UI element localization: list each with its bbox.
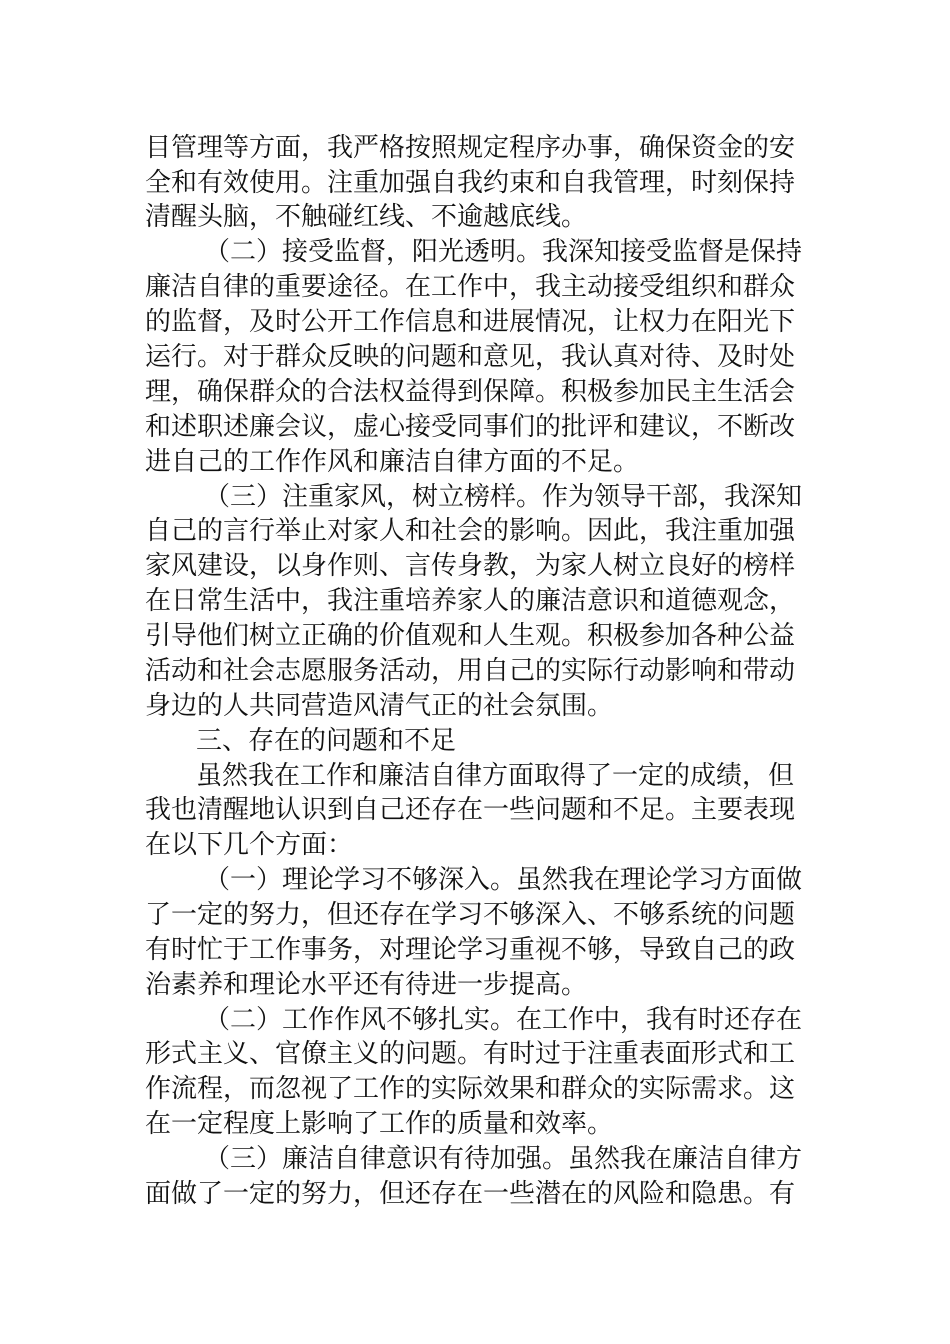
subsection-heading-line: （二）工作作风不够扎实。在工作中，我有时还存在 xyxy=(204,1005,803,1035)
text-line: 作流程，而忽视了工作的实际效果和群众的实际需求。这 xyxy=(145,1074,796,1104)
text-line: 了一定的努力，但还存在学习不够深入、不够系统的问题 xyxy=(145,900,796,930)
text-line: 治素养和理论水平还有待进一步提高。 xyxy=(145,970,588,1000)
text-line: 面做了一定的努力，但还存在一些潜在的风险和隐患。有 xyxy=(145,1179,796,1209)
text-line: 家风建设，以身作则、言传身教，为家人树立良好的榜样 xyxy=(145,551,796,581)
text-line: 廉洁自律的重要途径。在工作中，我主动接受组织和群众 xyxy=(145,272,796,302)
paragraph-first-line: 虽然我在工作和廉洁自律方面取得了一定的成绩，但 xyxy=(196,761,795,791)
text-line: 身边的人共同营造风清气正的社会氛围。 xyxy=(145,691,614,721)
text-line: 和述职述廉会议，虚心接受同事们的批评和建议，不断改 xyxy=(145,412,796,442)
text-line: 在以下几个方面： xyxy=(145,830,354,860)
text-line: 在一定程度上影响了工作的质量和效率。 xyxy=(145,1109,614,1139)
section-heading: 三、存在的问题和不足 xyxy=(196,726,457,756)
text-line: 我也清醒地认识到自己还存在一些问题和不足。主要表现 xyxy=(145,795,796,825)
subsection-heading-line: （三）注重家风，树立榜样。作为领导干部，我深知 xyxy=(204,482,803,512)
text-line: 全和有效使用。注重加强自我约束和自我管理，时刻保持 xyxy=(145,168,796,198)
text-line: 理，确保群众的合法权益得到保障。积极参加民主生活会 xyxy=(145,377,796,407)
subsection-heading-line: （三）廉洁自律意识有待加强。虽然我在廉洁自律方 xyxy=(204,1144,803,1174)
text-line: 引导他们树立正确的价值观和人生观。积极参加各种公益 xyxy=(145,621,796,651)
text-line: 进自己的工作作风和廉洁自律方面的不足。 xyxy=(145,447,640,477)
text-line: 目管理等方面，我严格按照规定程序办事，确保资金的安 xyxy=(145,133,796,163)
subsection-heading-line: （一）理论学习不够深入。虽然我在理论学习方面做 xyxy=(204,865,803,895)
subsection-heading-line: （二）接受监督，阳光透明。我深知接受监督是保持 xyxy=(204,237,803,267)
text-line: 清醒头脑，不触碰红线、不逾越底线。 xyxy=(145,202,588,232)
text-line: 运行。对于群众反映的问题和意见，我认真对待、及时处 xyxy=(145,342,796,372)
text-line: 自己的言行举止对家人和社会的影响。因此，我注重加强 xyxy=(145,516,796,546)
text-line: 形式主义、官僚主义的问题。有时过于注重表面形式和工 xyxy=(145,1039,796,1069)
text-line: 有时忙于工作事务，对理论学习重视不够，导致自己的政 xyxy=(145,935,796,965)
text-line: 在日常生活中，我注重培养家人的廉洁意识和道德观念， xyxy=(145,586,796,616)
text-line: 的监督，及时公开工作信息和进展情况，让权力在阳光下 xyxy=(145,307,796,337)
text-line: 活动和社会志愿服务活动，用自己的实际行动影响和带动 xyxy=(145,656,796,686)
